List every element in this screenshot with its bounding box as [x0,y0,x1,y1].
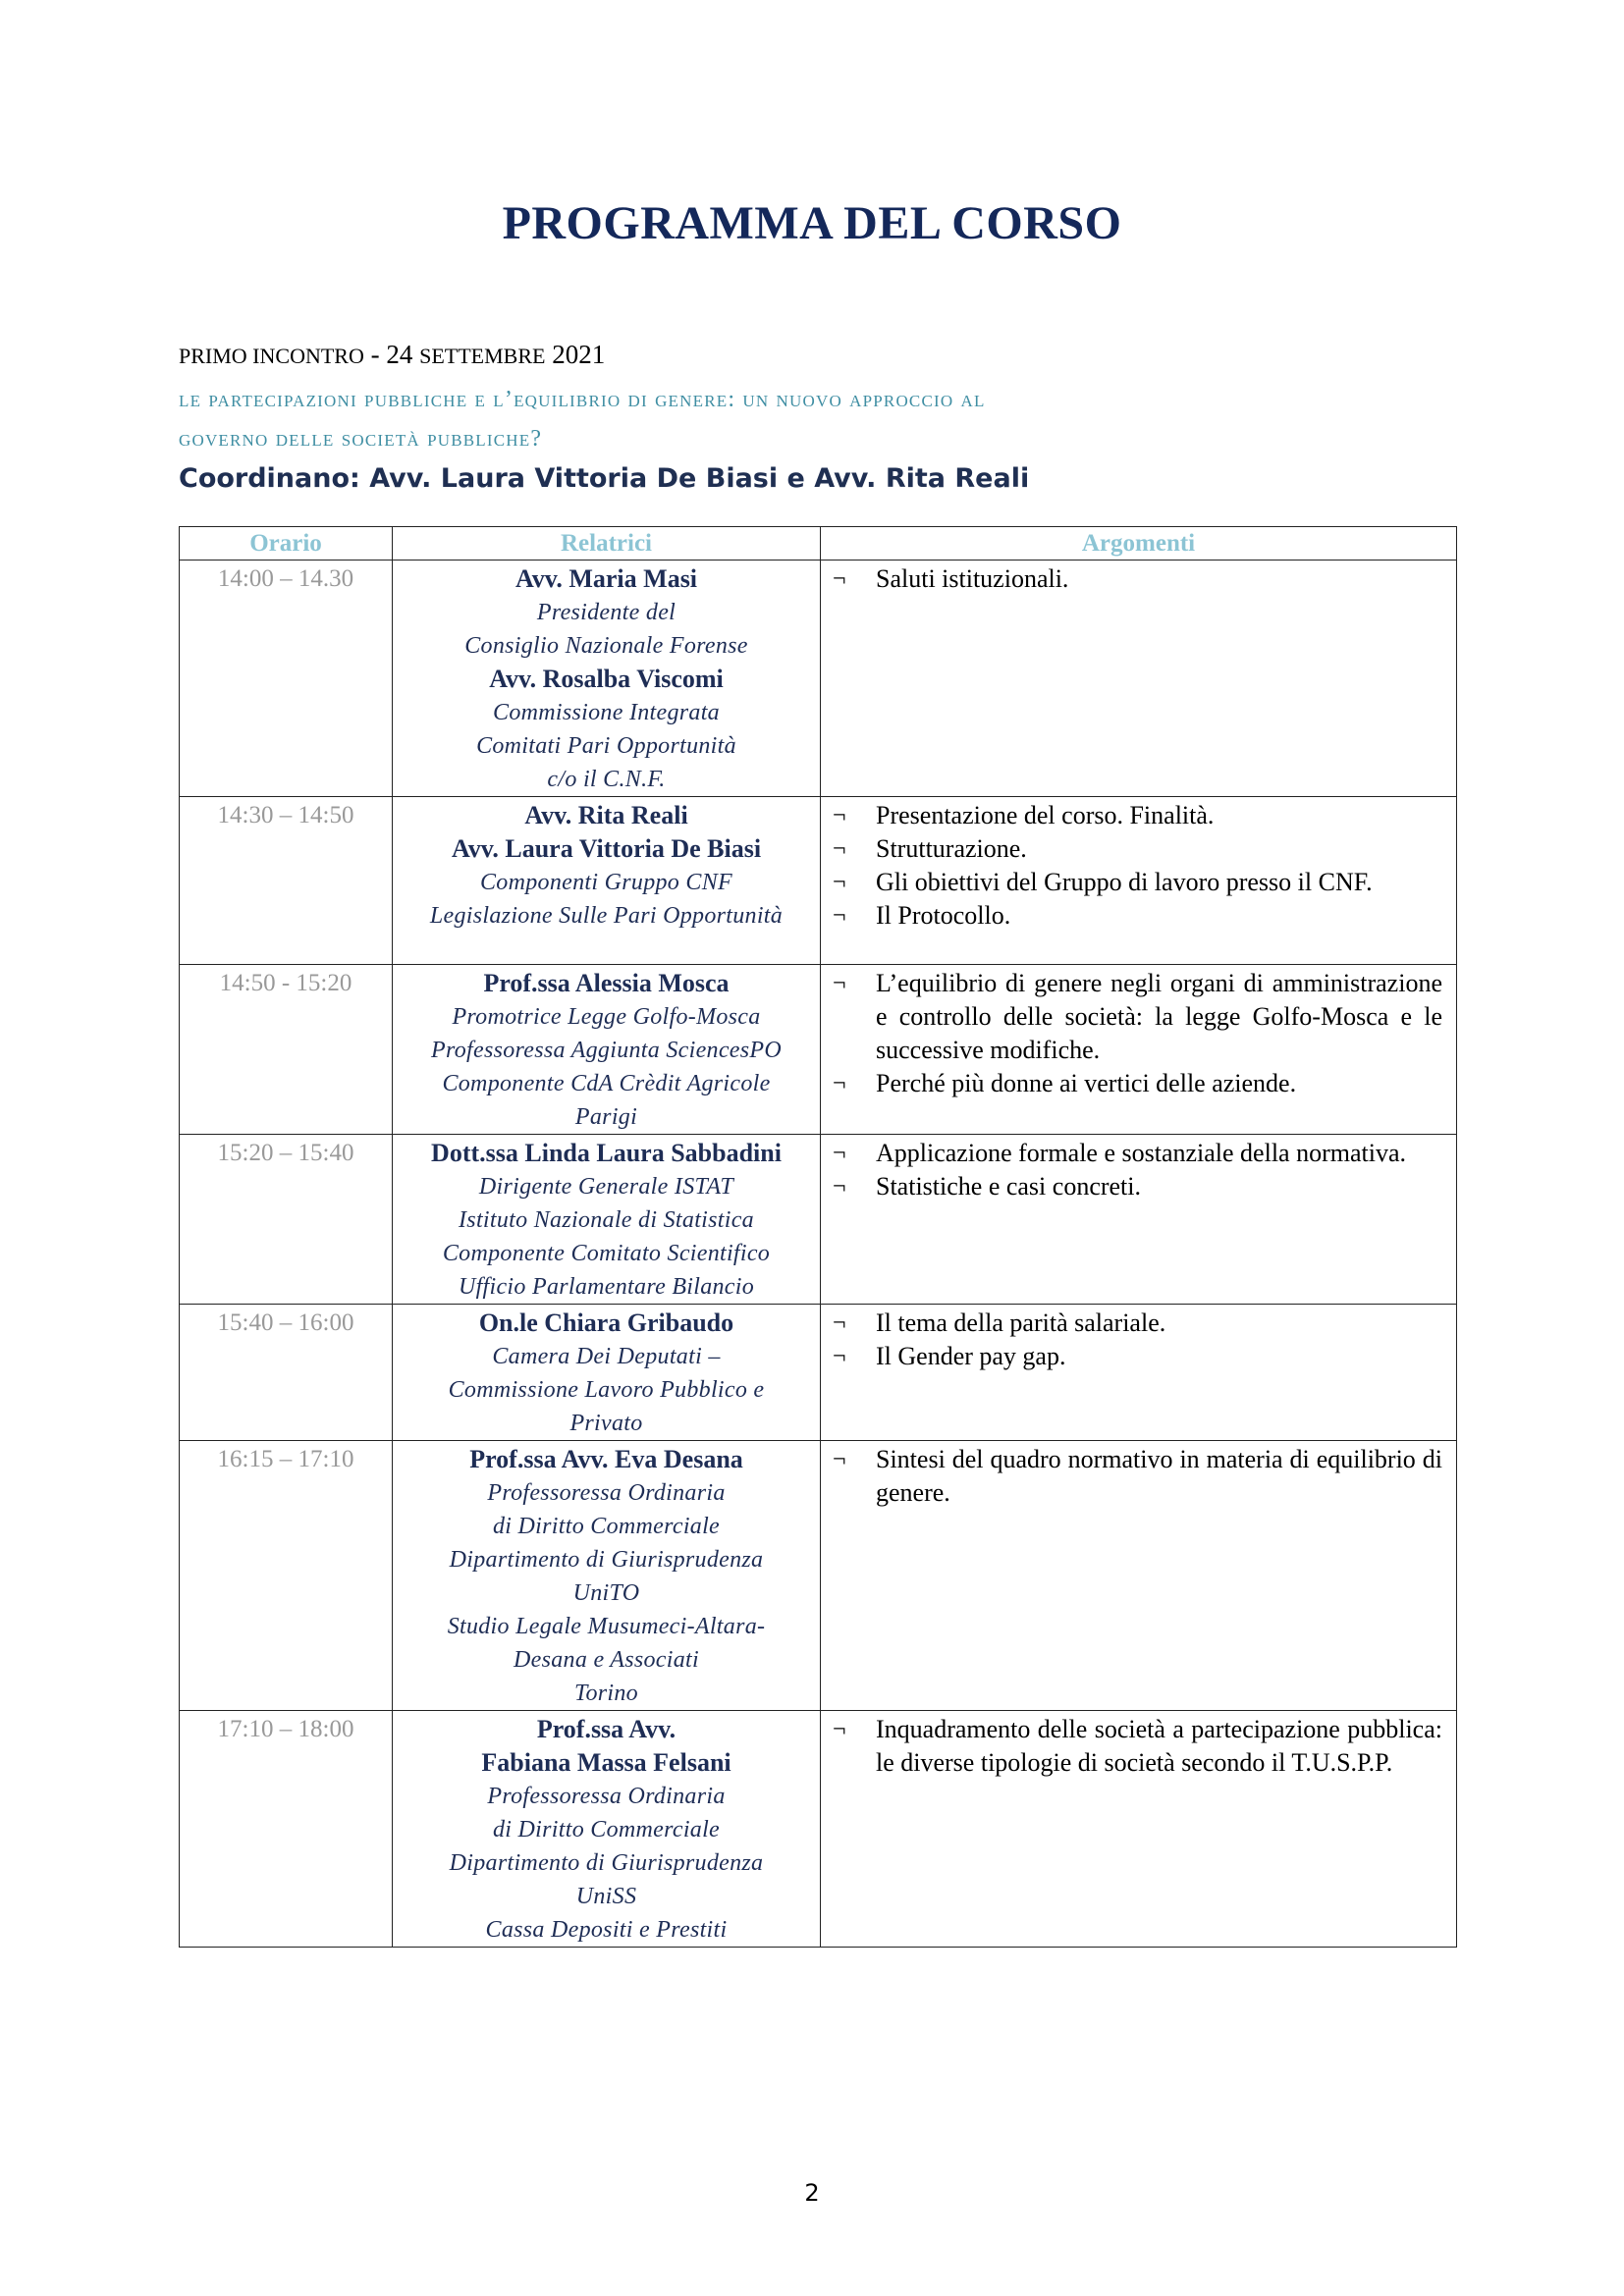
speaker-role: Torino [574,1681,638,1706]
time-cell: 17:10 – 18:00 [180,1711,393,1948]
speaker-role: Istituto Nazionale di Statistica [459,1207,754,1233]
speakers-cell [393,1441,821,1711]
topic-item: ¬ Il Gender pay gap. [833,1340,1442,1373]
speaker-role: UniTO [572,1580,640,1606]
speakers-cell [393,561,821,797]
speakers-cell [393,1135,821,1305]
speakers-cell [393,1305,821,1441]
topic-list [833,799,1442,933]
speakers-cell [393,965,821,1135]
speaker-role: Dipartimento di Giurisprudenza [449,1547,764,1573]
topic-list [833,562,1442,596]
speaker-role: Dipartimento di Giurisprudenza [449,1850,764,1876]
topic-list [833,1443,1442,1510]
topics-cell [821,1135,1457,1305]
speakers-cell [393,797,821,965]
topics-cell [821,797,1457,965]
speaker-role: c/o il C.N.F. [547,767,666,792]
speaker-name: Prof.ssa Alessia Mosca [483,969,730,997]
topics-cell [821,965,1457,1135]
page-number: 2 [804,2179,820,2207]
topic-item: ¬ Saluti istituzionali. [833,562,1442,596]
topics-cell [821,1711,1457,1948]
speaker-role: Professoressa Ordinaria [487,1784,726,1809]
speaker-role: Componente CdA Crèdit Agricole [442,1071,771,1096]
time-cell: 15:20 – 15:40 [180,1135,393,1305]
table-row [180,1441,1457,1711]
table-row [180,561,1457,797]
speaker-name: Avv. Rita Reali [524,801,688,829]
time-cell: 14:00 – 14.30 [180,561,393,797]
page-title: PROGRAMMA DEL CORSO [502,197,1122,249]
topic-item: ¬ Inquadramento delle società a partecipazione pubblica: le diverse tipologie di società secondo il T.U.S.P.P. [833,1713,1442,1780]
table-header-row [180,527,1457,561]
speaker-name: On.le Chiara Gribaudo [478,1308,734,1337]
time-cell: 14:50 - 15:20 [180,965,393,1135]
speaker-name: Avv. Maria Masi [514,564,698,593]
topic-item: ¬ Strutturazione. [833,832,1442,866]
speaker-role: Promotrice Legge Golfo-Mosca [452,1004,761,1030]
session-header [179,337,1455,498]
table-row [180,797,1457,965]
speaker-role: Legislazione Sulle Pari Opportunità [429,903,784,929]
table-row [180,1135,1457,1305]
meeting-month: SETTEMBRE [419,344,546,368]
topic-list [833,1713,1442,1780]
speaker-role: Cassa Depositi e Prestiti [485,1917,728,1943]
speaker-name: Fabiana Massa Felsani [481,1748,731,1777]
topic-list [833,1137,1442,1203]
coordinators: Coordinano: Avv. Laura Vittoria De Biasi e Avv. Rita Reali [179,463,1030,494]
meeting-line [179,337,1455,374]
topic-item: ¬ Statistiche e casi concreti. [833,1170,1442,1203]
topic-item: ¬ L’equilibrio di genere negli organi di amministrazione e controllo delle società: la legge Golfo-Mosca e le successive modifiche. [833,967,1442,1067]
topics-cell [821,561,1457,797]
subtitle-line-2: governo delle società pubbliche? [179,426,543,452]
program-body [180,561,1457,1948]
speaker-role: di Diritto Commerciale [492,1817,721,1842]
speaker-role: Professoressa Aggiunta SciencesPO [431,1038,782,1063]
table-row [180,965,1457,1135]
topic-item: ¬ Sintesi del quadro normativo in materia di equilibrio di genere. [833,1443,1442,1510]
topic-item: ¬ Presentazione del corso. Finalità. [833,799,1442,832]
meeting-separator: - [363,340,387,369]
topics-cell [821,1305,1457,1441]
header-time: Orario [180,527,393,561]
speaker-role: UniSS [575,1884,637,1909]
speaker-role: Commissione Lavoro Pubblico e [448,1377,765,1403]
speakers-cell [393,1711,821,1948]
header-speakers: Relatrici [393,527,821,561]
time-cell: 15:40 – 16:00 [180,1305,393,1441]
speaker-role: Commissione Integrata [493,700,720,725]
speaker-role: Parigi [574,1104,638,1130]
speaker-role: Ufficio Parlamentare Bilancio [458,1274,755,1300]
table-row [180,1305,1457,1441]
meeting-day: 24 [386,340,413,369]
speaker-role: Privato [569,1411,643,1436]
topic-item: ¬ Gli obiettivi del Gruppo di lavoro presso il CNF. [833,866,1442,899]
topic-item: ¬ Perché più donne ai vertici delle aziende. [833,1067,1442,1100]
topic-item: ¬ Il tema della parità salariale. [833,1307,1442,1340]
speaker-role: Componenti Gruppo CNF [480,870,732,895]
speaker-role: Dirigente Generale ISTAT [478,1174,734,1200]
session-subtitle [179,380,1455,458]
speaker-name: Avv. Laura Vittoria De Biasi [451,834,762,863]
speaker-role: Professoressa Ordinaria [487,1480,726,1506]
subtitle-line-1: le partecipazioni pubbliche e l’equilibrio di genere: un nuovo approccio al [179,387,986,412]
speaker-name: Dott.ssa Linda Laura Sabbadini [431,1139,782,1167]
speaker-role: Consiglio Nazionale Forense [464,633,748,659]
table-row [180,1711,1457,1948]
topic-item: ¬ Il Protocollo. [833,899,1442,933]
topic-list [833,1307,1442,1373]
speaker-role: Presidente del [536,600,677,625]
speaker-name: Prof.ssa Avv. Eva Desana [469,1445,743,1473]
meeting-label: PRIMO INCONTRO [179,344,364,368]
topic-item: ¬ Applicazione formale e sostanziale della normativa. [833,1137,1442,1170]
speaker-role: Componente Comitato Scientifico [442,1241,771,1266]
meeting-year: 2021 [552,340,606,369]
topics-cell [821,1441,1457,1711]
speaker-name: Prof.ssa Avv. [536,1715,677,1743]
time-cell: 16:15 – 17:10 [180,1441,393,1711]
speaker-role: Desana e Associati [514,1647,699,1673]
time-cell: 14:30 – 14:50 [180,797,393,965]
speaker-name: Avv. Rosalba Viscomi [489,665,724,693]
header-topics: Argomenti [821,527,1457,561]
program-table [179,526,1457,1948]
speaker-role: Comitati Pari Opportunità [476,733,736,759]
speaker-role: di Diritto Commerciale [492,1514,721,1539]
topic-list [833,967,1442,1100]
speaker-role: Camera Dei Deputati – [492,1344,721,1369]
speaker-role: Studio Legale Musumeci-Altara- [447,1614,766,1639]
